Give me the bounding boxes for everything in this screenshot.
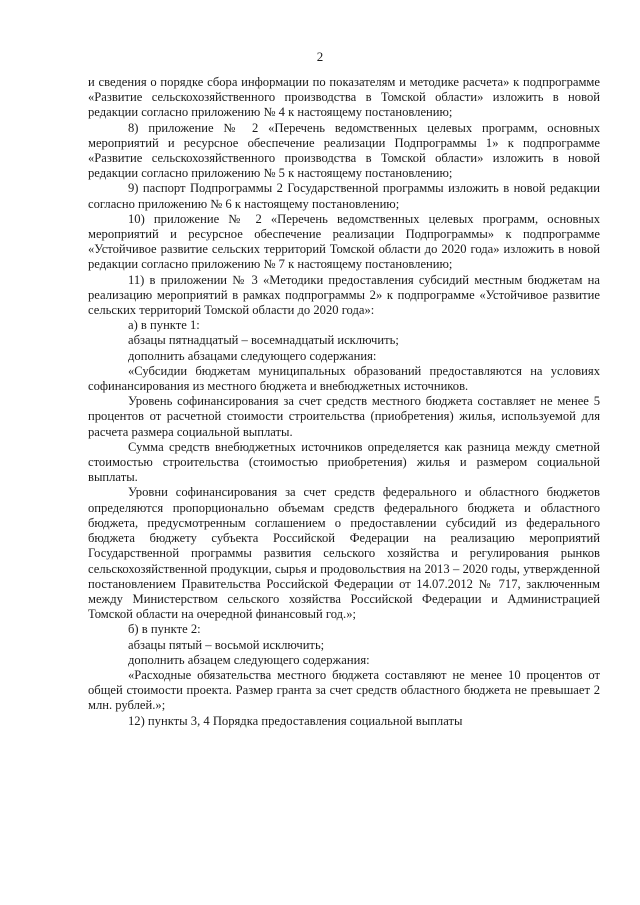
paragraph: б) в пункте 2: [128, 622, 201, 637]
paragraph: 9) паспорт Подпрограммы 2 Государственной программы изложить в новой редакции согласно приложению № 6 к настоящему постановлению; [88, 181, 600, 211]
paragraph: дополнить абзацами следующего содержания: [128, 348, 377, 363]
paragraph: абзацы пятый – восьмой исключить; [128, 637, 325, 652]
paragraph: 10) приложение № 2 «Перечень ведомственных целевых программ, основных мероприятий и ресурсное обеспечение реализации Подпрограммы» к подпрограмме «Устойчивое развитие сельских территорий Томской области до 2020 года» изложить в новой редакции согласно приложению № 7 к настоящему постановлению; [88, 211, 600, 272]
paragraph: а) в пункте 1: [128, 318, 200, 333]
paragraph: 11) в приложении № 3 «Методики предоставления субсидий местным бюджетам на реализацию мероприятий в рамках подпрограммы 2» к подпрограмме «Устойчивое развитие сельских территорий Томской области до 2020 года»: [88, 272, 600, 318]
paragraph: дополнить абзацем следующего содержания: [128, 652, 370, 667]
paragraph: «Субсидии бюджетам муниципальных образований предоставляются на условиях софинансирования из местного бюджета и внебюджетных источников. [88, 363, 600, 394]
paragraph: Уровни софинансирования за счет средств федерального и областного бюджетов определяются пропорционально объемам средств федерального бюджета и областного бюджета, предусмотренным соглашением о предоставлении субсидий из федерального бюджета бюджету субъекта Российской Федерации на реализацию мероприятий Государственной программы развития сельского хозяйства и регулирования рынков сельскохозяйственной продукции, сырья и продовольствия на 2013 – 2020 годы, утвержденной постановлением Правительства Российской Федерации от 14.07.2012 № 717, заключенным между Министерством сельского хозяйства Российской Федерации и Администрацией Томской области на очередной финансовый год.»; [88, 485, 600, 622]
paragraph: «Расходные обязательства местного бюджета составляют не менее 10 процентов от общей стоимости проекта. Размер гранта за счет средств областного бюджета не превышает 2 млн. рублей.»; [88, 667, 600, 713]
paragraph: 8) приложение № 2 «Перечень ведомственных целевых программ, основных мероприятий и ресурсное обеспечение реализации Подпрограммы 1» к подпрограмме «Развитие сельскохозяйственного производства в Томской области» изложить в новой редакции согласно приложению № 5 к настоящему постановлению; [88, 120, 600, 181]
paragraph: 12) пункты 3, 4 Порядка предоставления социальной выплаты [128, 713, 463, 728]
document-body [88, 75, 600, 729]
paragraph: Уровень софинансирования за счет средств местного бюджета составляет не менее 5 процентов от расчетной стоимости строительства (приобретения) жилья, используемой для расчета размера социальной выплаты. [88, 394, 600, 439]
paragraph: абзацы пятнадцатый – восемнадцатый исключить; [128, 333, 399, 348]
page-number: 2 [316, 49, 324, 64]
paragraph: Сумма средств внебюджетных источников определяется как разница между сметной стоимостью строительства (стоимостью приобретения) жилья и размером социальной выплаты. [88, 439, 600, 485]
paragraph: и сведения о порядке сбора информации по показателям и методике расчета» к подпрограмме «Развитие сельскохозяйственного производства в Томской области» изложить в новой редакции согласно приложению № 4 к настоящему постановлению; [88, 75, 600, 120]
